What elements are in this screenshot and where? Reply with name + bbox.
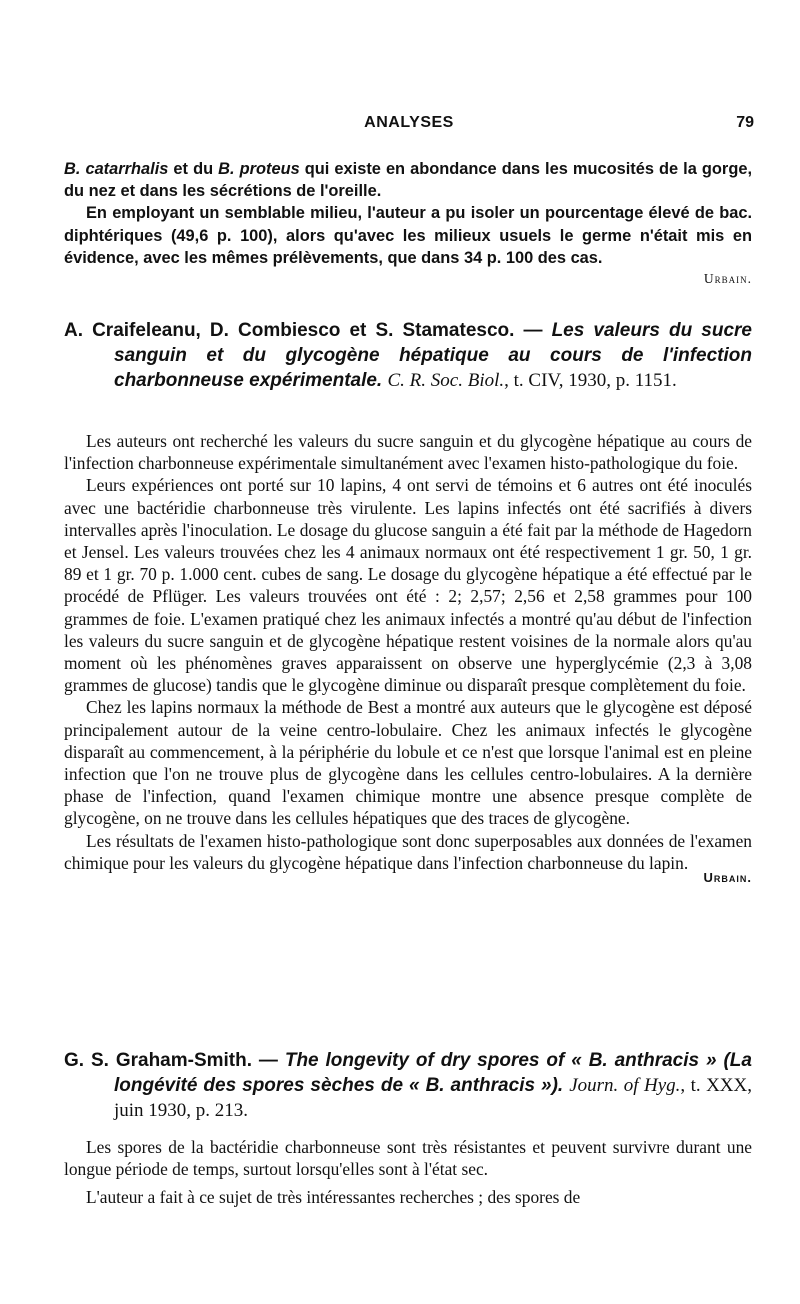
reference-details: , t. XXX, juin 1930, p. 213. <box>114 1075 753 1121</box>
article-paragraph: L'auteur a fait à ce sujet de très intéressantes recherches ; des spores de <box>86 1187 581 1208</box>
article-1-body <box>64 430 752 885</box>
journal-name: C. R. Soc. Biol. <box>387 370 505 391</box>
page-number: 79 <box>736 114 754 131</box>
species-name: B. catarrhalis <box>64 160 169 178</box>
text-fragment: qui existe en abondance dans les mucosités de la gorge, du nez et dans les sécrétions de l'oreille. <box>64 160 752 201</box>
article-paragraph: Les résultats de l'examen histo-pathologique sont donc superposables aux données de l'examen chimique pour les valeurs du glycogène hépatique dans l'infection charbonneuse du lapin. <box>64 830 752 873</box>
running-head: ANALYSES <box>364 114 454 131</box>
article-paragraph: Chez les lapins normaux la méthode de Best a montré aux auteurs que le glycogène est déposé principalement autour de la veine centro-lobulaire. Chez les animaux infectés le glycogène disparaît au commencement, à la périphérie du lobule et ce n'est que lorsque l'animal est en pleine infection que l'on ne trouve plus de glycogène dans les cellules centro-lobulaires. A la dernière phase de l'infection, quand l'examen chimique montre une absence presque complète de glycogène, on ne trouve dans les cellules hépatiques que des traces de glycogène. <box>64 697 752 829</box>
journal-name: Journ. of Hyg. <box>569 1075 681 1096</box>
article-2 <box>64 1048 752 1123</box>
page-header <box>64 114 754 140</box>
signature: Urbain. <box>703 870 752 886</box>
article-authors: G. S. Graham-Smith. — <box>64 1050 285 1071</box>
article-paragraph: Leurs expériences ont porté sur 10 lapins, 4 ont servi de témoins et 6 autres ont été inoculés avec une bactéridie charbonneuse très virulente. Les lapins infectés ont été sacrifiés à divers intervalles après l'inoculation. Le dosage du glucose sanguin a été fait par la méthode de Hagedorn et Jensel. Les valeurs trouvées chez les 4 animaux normaux ont été respectivement 1 gr. 50, 1 gr. 89 et 1 gr. 70 p. 1.000 cent. cubes de sang. Le dosage du glycogène hépatique a été effectué par le procédé de Pflüger. Les valeurs trouvées ont été : 2; 2,57; 2,56 et 2,58 grammes pour 100 grammes de foie. L'examen pratiqué chez les animaux infectés a montré qu'au début de l'infection les valeurs du sucre sanguin et de glycogène hépatique restent voisines de la normale alors qu'au moment où les phénomènes graves apparaissent on observe une hyperglycémie (2,3 à 3,08 grammes de glucose) tandis que le glycogène diminue ou disparaît presque complètement du foie. <box>64 475 752 696</box>
text-fragment: et du <box>168 160 219 178</box>
article-title: Les valeurs du sucre sanguin et du glycogène hépatique au cours de l'infection charbonneuse expérimentale. <box>114 320 752 391</box>
article-title: The longevity of dry spores of « B. anthracis » (La longévité des spores sèches de « B. anthracis »). <box>114 1050 752 1096</box>
article-authors: A. Craifeleanu, D. Combiesco et S. Stamatesco. — <box>64 320 552 341</box>
article-2-body <box>64 1136 752 1209</box>
article-heading <box>64 318 752 393</box>
intro-paragraph-1 <box>64 158 752 202</box>
article-reference <box>388 370 677 391</box>
species-name: B. proteus <box>218 160 300 178</box>
article-paragraph: Les spores de la bactéridie charbonneuse sont très résistantes et peuvent survivre durant une longue période de temps, surtout lorsqu'elles sont à l'état sec. <box>64 1137 752 1180</box>
intro-block <box>64 158 752 287</box>
article-paragraph: Les auteurs ont recherché les valeurs du sucre sanguin et du glycogène hépatique au cours de l'infection charbonneuse expérimentale simultanément avec l'examen histo-pathologique du foie. <box>64 431 752 474</box>
article-1 <box>64 318 752 393</box>
reference-details: , t. CIV, 1930, p. 1151. <box>504 370 677 391</box>
intro-paragraph-2: En employant un semblable milieu, l'auteur a pu isoler un pourcentage élevé de bac. diphtériques (49,6 p. 100), alors qu'avec les milieux usuels le germe n'était mis en évidence, avec les mêmes prélèvements, que dans 34 p. 100 des cas. <box>64 204 752 267</box>
signature: Urbain. <box>703 271 752 287</box>
article-heading <box>64 1048 752 1123</box>
